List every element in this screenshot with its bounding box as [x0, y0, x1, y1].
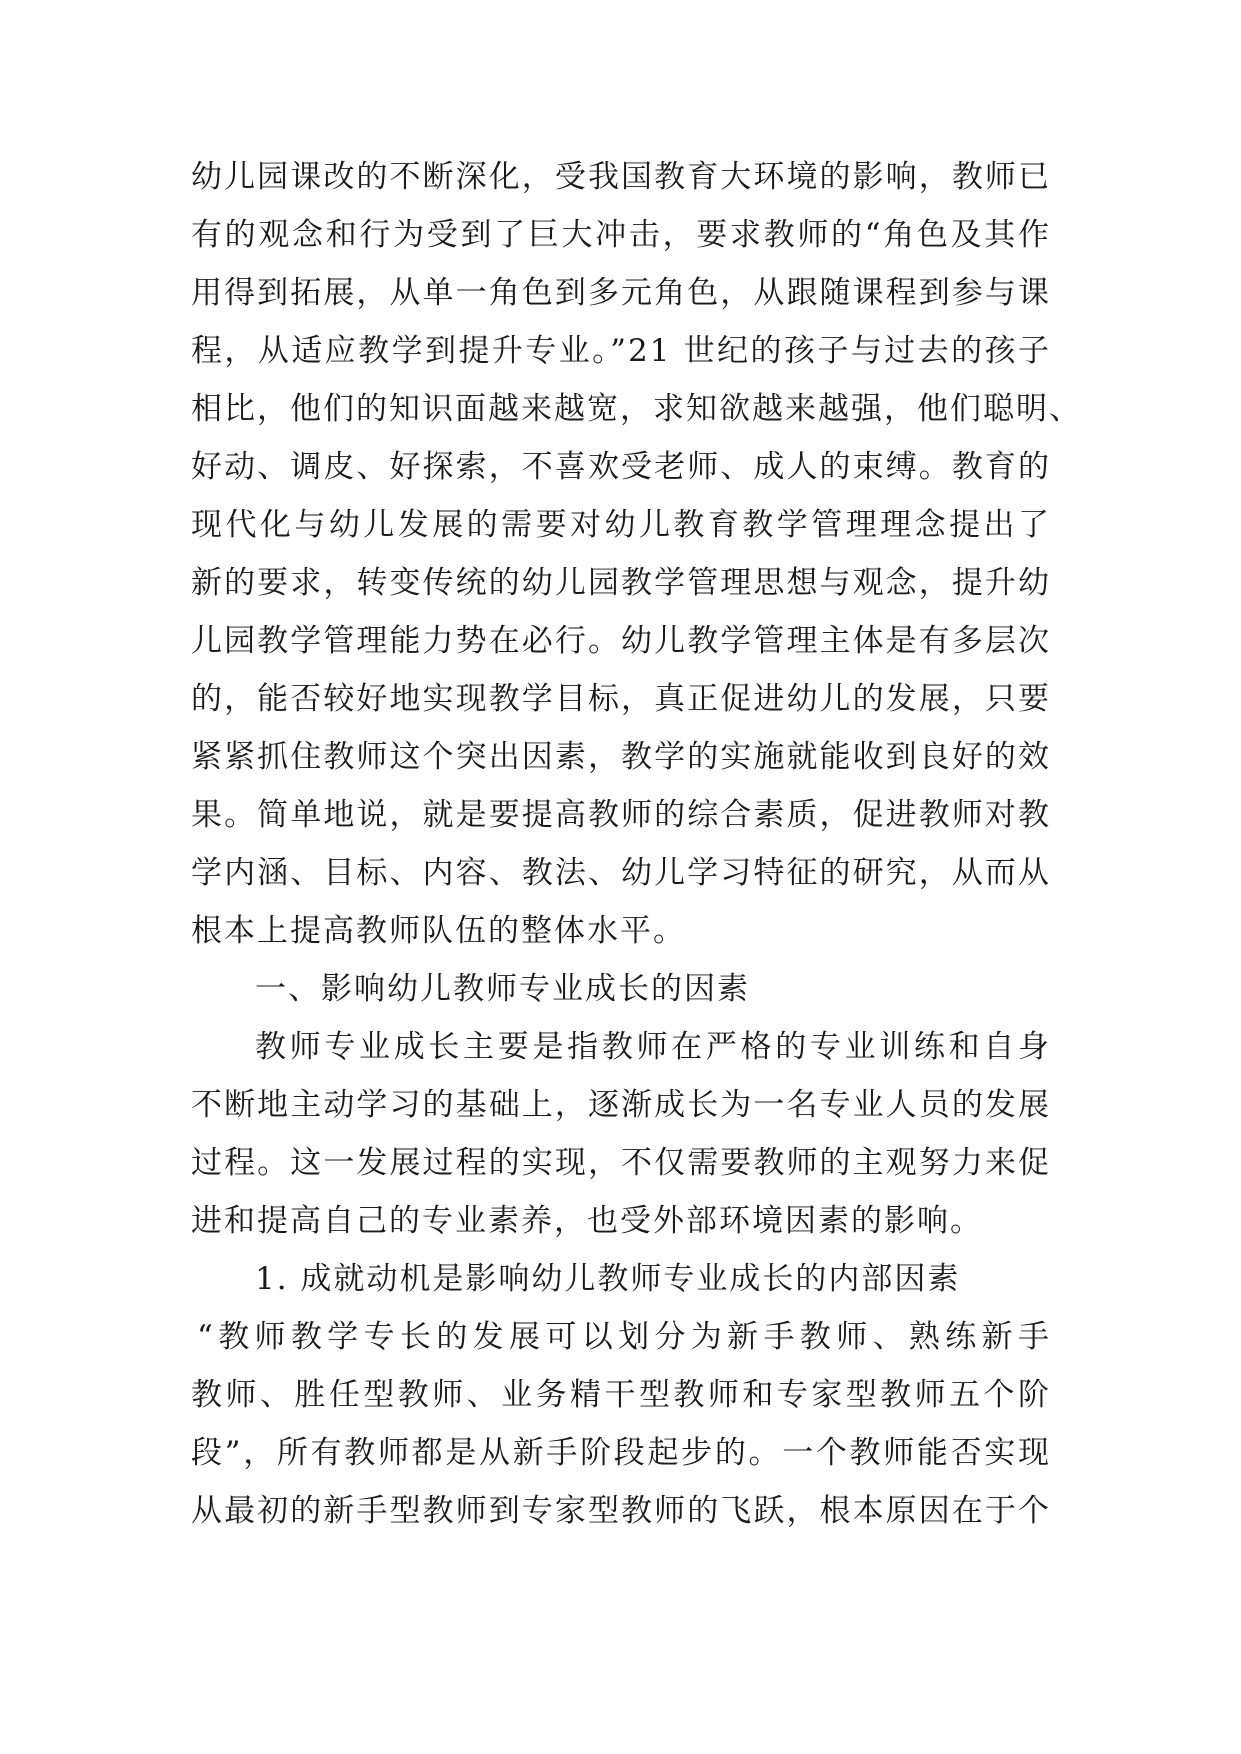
subsection-heading: 1. 成就动机是影响幼儿教师专业成长的内部因素: [255, 1261, 961, 1297]
text-line: “教师教学专长的发展可以划分为新手教师、熟练新手: [197, 1319, 1051, 1355]
text-line: 学内涵、目标、内容、教法、幼儿学习特征的研究，从而从: [191, 855, 1051, 891]
document-body: [191, 148, 1082, 1540]
text-line: 不断地主动学习的基础上，逐渐成长为一名专业人员的发展: [191, 1087, 1051, 1123]
text-line: 果。简单地说，就是要提高教师的综合素质，促进教师对教: [191, 797, 1051, 833]
text-line: 紧紧抓住教师这个突出因素，教学的实施就能收到良好的效: [191, 739, 1051, 775]
text-line: 好动、调皮、好探索，不喜欢受老师、成人的束缚。教育的: [191, 449, 1051, 485]
text-line: 过程。这一发展过程的实现，不仅需要教师的主观努力来促: [191, 1145, 1051, 1181]
text-line: 进和提高自己的专业素养，也受外部环境因素的影响。: [191, 1203, 983, 1239]
text-line: 用得到拓展，从单一角色到多元角色，从跟随课程到参与课: [191, 275, 1051, 311]
text-line: 根本上提高教师队伍的整体水平。: [191, 913, 686, 949]
section-heading: 一、影响幼儿教师专业成长的因素: [255, 971, 750, 1007]
text-line: 从最初的新手型教师到专家型教师的飞跃，根本原因在于个: [191, 1493, 1051, 1529]
text-line: 段”，所有教师都是从新手阶段起步的。一个教师能否实现: [191, 1435, 1051, 1471]
text-line: 儿园教学管理能力势在必行。幼儿教学管理主体是有多层次: [191, 623, 1051, 659]
text-line: 有的观念和行为受到了巨大冲击，要求教师的“角色及其作: [191, 217, 1051, 253]
text-line: 相比，他们的知识面越来越宽，求知欲越来越强，他们聪明、: [191, 391, 1082, 427]
text-line: 现代化与幼儿发展的需要对幼儿教育教学管理理念提出了: [191, 507, 1051, 543]
text-line: 新的要求，转变传统的幼儿园教学管理思想与观念，提升幼: [191, 565, 1051, 601]
text-line: 程，从适应教学到提升专业。”21 世纪的孩子与过去的孩子: [191, 333, 1051, 369]
text-line: 教师、胜任型教师、业务精干型教师和专家型教师五个阶: [191, 1377, 1051, 1413]
text-line: 幼儿园课改的不断深化，受我国教育大环境的影响，教师已: [191, 159, 1051, 195]
text-line: 教师专业成长主要是指教师在严格的专业训练和自身: [255, 1029, 1051, 1065]
text-line: 的，能否较好地实现教学目标，真正促进幼儿的发展，只要: [191, 681, 1051, 717]
